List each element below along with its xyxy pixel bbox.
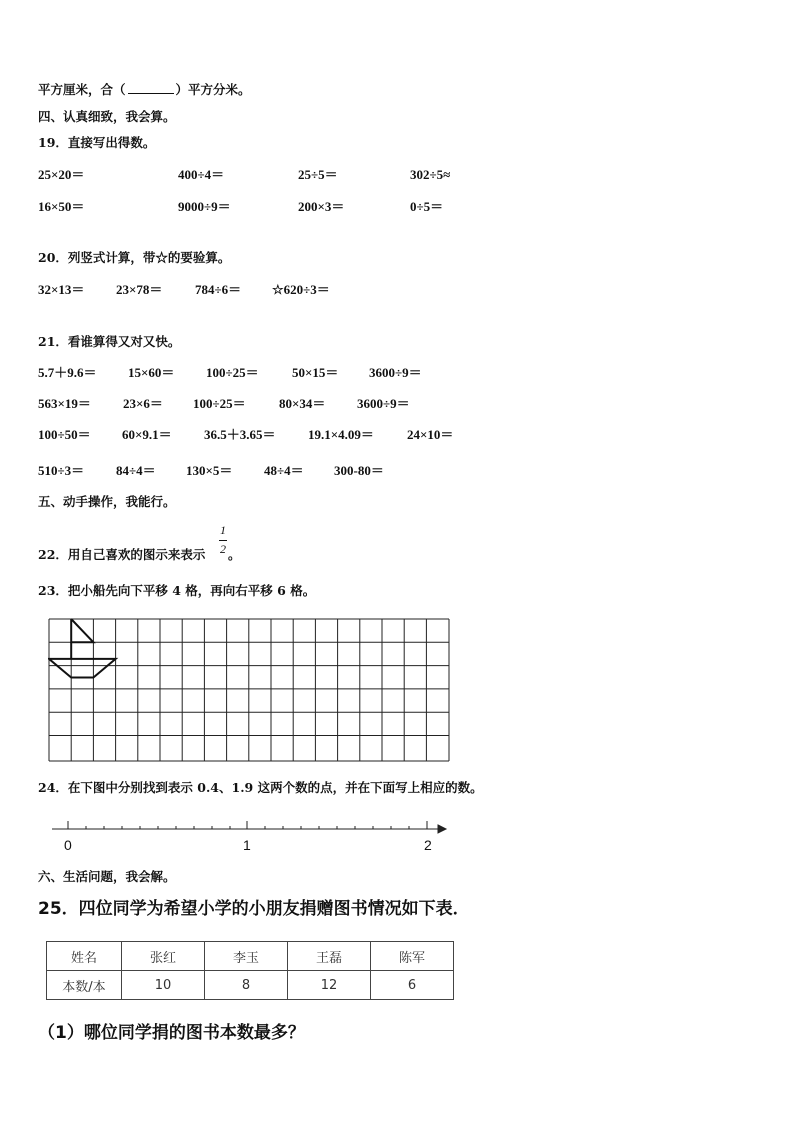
q21-item: 84÷4＝ (116, 463, 156, 478)
q23-title: 23．把小船先向下平移 4 格，再向右平移 6 格。 (38, 583, 316, 598)
q19-title: 19．直接写出得数。 (38, 135, 156, 150)
q21-item: 3600÷9＝ (357, 396, 410, 411)
q21-item: 19.1×4.09＝ (308, 427, 374, 442)
q21-item: 3600÷9＝ (369, 365, 422, 380)
q19-item: 0÷5＝ (410, 199, 444, 214)
q19-item: 9000÷9＝ (178, 199, 231, 214)
table-cell: 李玉 (205, 942, 288, 971)
q21-title: 21．看谁算得又对又快。 (38, 334, 181, 349)
q22-text: 22．用自己喜欢的图示来表示 (38, 547, 206, 562)
answer-blank[interactable] (128, 82, 174, 94)
q21-item: 100÷25＝ (193, 396, 246, 411)
q19-item: 302÷5≈ (410, 167, 451, 182)
q21-item: 5.7＋9.6＝ (38, 365, 97, 380)
table-cell: 姓名 (47, 942, 122, 971)
boat-shape (49, 619, 116, 678)
table-cell: 本数/本 (47, 971, 122, 1000)
number-line-label-2: 2 (424, 837, 432, 853)
table-cell: 陈军 (371, 942, 454, 971)
table-cell: 8 (205, 971, 288, 1000)
q24-title: 24．在下图中分别找到表示 0.4、1.9 这两个数的点，并在下面写上相应的数。 (38, 780, 483, 795)
table-cell: 12 (288, 971, 371, 1000)
q19-item: 25×20＝ (38, 167, 85, 182)
q19-item: 25÷5＝ (298, 167, 338, 182)
q19-item: 400÷4＝ (178, 167, 225, 182)
q21-item: 36.5＋3.65＝ (204, 427, 276, 442)
table-row (47, 971, 454, 1000)
q19-item: 16×50＝ (38, 199, 85, 214)
q18-before: 平方厘米，合（ (38, 82, 126, 97)
table-cell: 张红 (122, 942, 205, 971)
q20-item: 32×13＝ (38, 282, 85, 297)
q20-title: 20．列竖式计算，带☆的要验算。 (38, 250, 231, 265)
table-cell: 10 (122, 971, 205, 1000)
number-line-label-0: 0 (64, 837, 72, 853)
donation-table (46, 941, 454, 1000)
q21-item: 48÷4＝ (264, 463, 304, 478)
fraction-numerator: 1 (220, 523, 226, 537)
q21-item: 24×10＝ (407, 427, 454, 442)
section-4-heading: 四、认真细致，我会算。 (38, 109, 176, 124)
q18-tail (38, 82, 251, 98)
q21-item: 563×19＝ (38, 396, 91, 411)
q21-item: 23×6＝ (123, 396, 163, 411)
fraction-denominator: 2 (220, 542, 226, 556)
section-5-heading: 五、动手操作，我能行。 (38, 494, 176, 509)
q21-item: 510÷3＝ (38, 463, 85, 478)
q21-item: 300-80＝ (334, 463, 384, 478)
q21-item: 50×15＝ (292, 365, 339, 380)
q20-item: 23×78＝ (116, 282, 163, 297)
fraction-bar (219, 540, 227, 541)
table-cell: 王磊 (288, 942, 371, 971)
q25-sub1: （1）哪位同学捐的图书本数最多？ (38, 1023, 305, 1043)
q21-item: 130×5＝ (186, 463, 233, 478)
q21-item: 60×9.1＝ (122, 427, 172, 442)
q25-title: 25．四位同学为希望小学的小朋友捐赠图书情况如下表． (38, 899, 470, 919)
q22-end: 。 (228, 547, 241, 562)
number-line[interactable] (50, 815, 450, 839)
table-row (47, 942, 454, 971)
boat-grid[interactable] (48, 618, 452, 764)
q20-item: 784÷6＝ (195, 282, 242, 297)
q19-item: 200×3＝ (298, 199, 345, 214)
q18-after: ）平方分米。 (175, 82, 251, 97)
q21-item: 100÷50＝ (38, 427, 91, 442)
section-6-heading: 六、生活问题，我会解。 (38, 869, 176, 884)
q21-item: 100÷25＝ (206, 365, 259, 380)
number-line-label-1: 1 (243, 837, 251, 853)
q21-item: 15×60＝ (128, 365, 175, 380)
q20-item: ☆620÷3＝ (272, 282, 330, 297)
q21-item: 80×34＝ (279, 396, 326, 411)
table-cell: 6 (371, 971, 454, 1000)
